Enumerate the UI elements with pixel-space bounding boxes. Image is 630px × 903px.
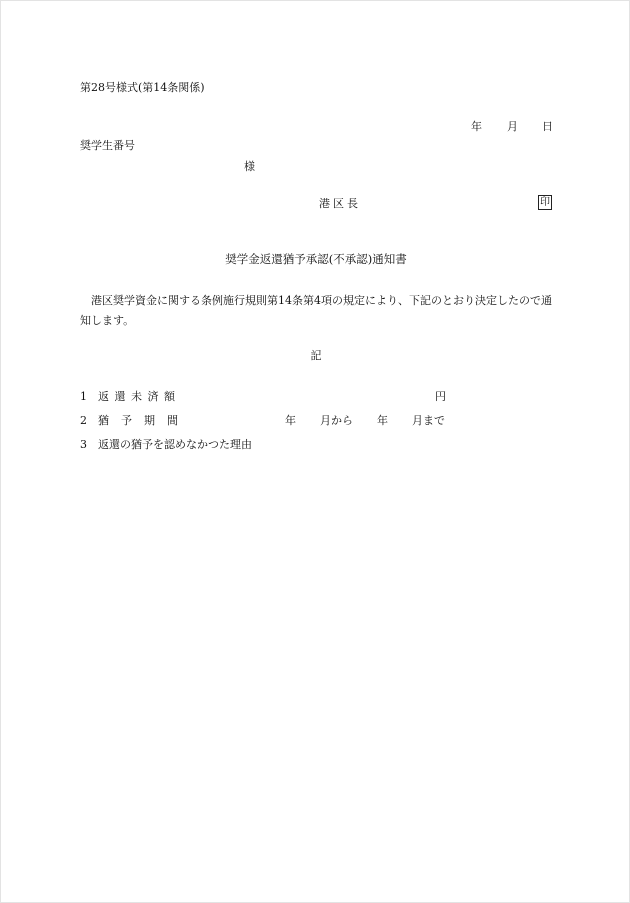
student-number-label: 奨学生番号: [80, 139, 135, 152]
period-end-month-label: 月まで: [412, 414, 445, 427]
notice-body: 港区奨学資金に関する条例施行規則第14条第4項の規定により、下記のとおり決定したので通知します。: [80, 294, 552, 327]
item-number: 1: [80, 390, 87, 403]
seal-mark: 印: [540, 197, 550, 208]
document-title: 奨学金返還猶予承認(不承認)通知書: [225, 252, 407, 266]
unpaid-amount-label: 返還未済額: [98, 390, 181, 403]
form-number: 第28号様式(第14条関係): [80, 81, 205, 94]
issuer-name: 港区長: [319, 197, 361, 210]
deferral-period-label: 猶予期間: [98, 414, 190, 427]
date-year-label: 年: [471, 120, 482, 133]
item-number: 3: [80, 438, 87, 451]
ki-heading: 記: [310, 349, 322, 362]
period-end-year-label: 年: [377, 414, 388, 427]
period-start-year-label: 年: [285, 414, 296, 427]
period-start-month-label: 月から: [320, 414, 353, 427]
addressee-suffix: 様: [244, 160, 255, 173]
date-month-label: 月: [507, 120, 518, 133]
date-day-label: 日: [542, 120, 553, 133]
item-number: 2: [80, 414, 87, 427]
yen-unit: 円: [435, 390, 446, 403]
rejection-reason-label: 返還の猶予を認めなかつた理由: [98, 438, 252, 451]
